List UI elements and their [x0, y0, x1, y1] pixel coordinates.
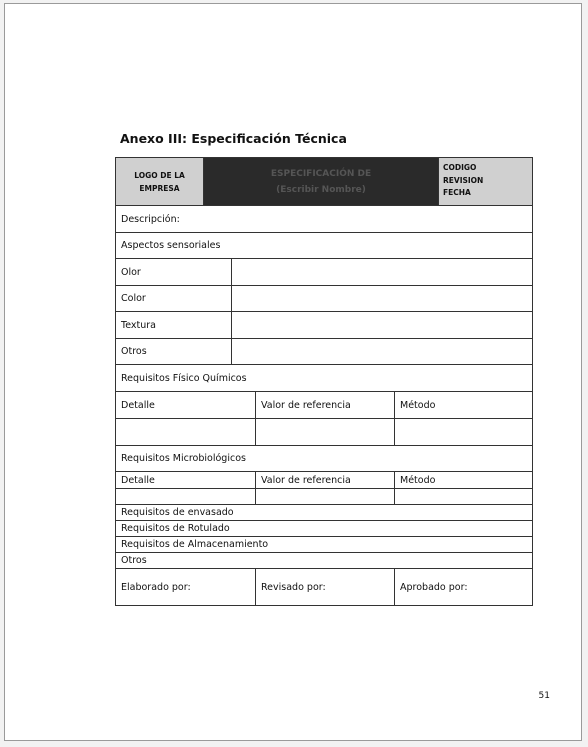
- texture-value: [231, 312, 532, 338]
- color-value: [231, 286, 532, 311]
- annex-title: Anexo III: Especificación Técnica: [120, 131, 347, 146]
- odor-row: [116, 259, 532, 286]
- spec-title-block: [204, 158, 439, 205]
- description-row: [116, 206, 532, 233]
- packaging-label: Requisitos de envasado: [121, 507, 234, 518]
- logo-line-2: EMPRESA: [139, 183, 180, 193]
- code-label: CODIGO: [443, 163, 477, 172]
- physchem-detail-header: Detalle: [121, 399, 155, 411]
- micro-detail-cell: [116, 489, 255, 504]
- physchem-reference-header: Valor de referencia: [255, 392, 394, 418]
- labeling-row: [116, 521, 532, 537]
- color-label: Color: [121, 293, 146, 304]
- storage-row: [116, 537, 532, 553]
- texture-row: [116, 312, 532, 339]
- revision-label: REVISION: [443, 175, 484, 185]
- physchem-reference-cell: [255, 419, 394, 445]
- specification-form: [115, 157, 533, 606]
- micro-reference-cell: [255, 489, 394, 504]
- other-row: [116, 553, 532, 569]
- micro-data-row: [116, 489, 532, 505]
- spec-title-line-1: ESPECIFICACIÓN DE: [270, 168, 372, 179]
- other-sensory-row: [116, 339, 532, 365]
- micro-method-cell: [394, 489, 532, 504]
- description-label: Descripción:: [121, 213, 180, 225]
- page-number: 51: [538, 691, 550, 701]
- reviewed-by-label: Revisado por:: [255, 569, 394, 605]
- approved-by-label: Aprobado por:: [394, 569, 532, 605]
- date-label: FECHA: [443, 188, 471, 197]
- packaging-row: [116, 505, 532, 521]
- storage-label: Requisitos de Almacenamiento: [121, 539, 269, 550]
- micro-header-row: [116, 472, 532, 489]
- micro-method-header: Método: [394, 472, 532, 488]
- form-header: [116, 158, 532, 206]
- micro-row: [116, 446, 532, 472]
- physchem-header-row: [116, 392, 532, 419]
- signature-row: [116, 569, 532, 605]
- code-block: [439, 158, 532, 205]
- micro-detail-header: Detalle: [121, 474, 155, 486]
- physchem-method-header: Método: [394, 392, 532, 418]
- other-sensory-label: Otros: [121, 346, 147, 357]
- texture-label: Textura: [121, 319, 156, 331]
- odor-label: Olor: [121, 266, 141, 278]
- physchem-data-row: [116, 419, 532, 446]
- spec-title-line-2: (Escribir Nombre): [276, 184, 366, 195]
- physchem-row: [116, 365, 532, 392]
- prepared-by-label: Elaborado por:: [121, 581, 191, 593]
- logo-placeholder: [116, 158, 204, 205]
- labeling-label: Requisitos de Rotulado: [121, 523, 230, 534]
- sensory-label: Aspectos sensoriales: [121, 240, 221, 251]
- physchem-detail-cell: [116, 419, 255, 445]
- physchem-label: Requisitos Físico Químicos: [121, 372, 247, 384]
- document-page: [4, 3, 582, 741]
- sensory-row: [116, 233, 532, 259]
- color-row: [116, 286, 532, 312]
- other-sensory-value: [231, 339, 532, 364]
- other-label: Otros: [121, 555, 147, 566]
- odor-value: [231, 259, 532, 285]
- logo-line-1: LOGO DE LA: [134, 170, 185, 180]
- physchem-method-cell: [394, 419, 532, 445]
- micro-label: Requisitos Microbiológicos: [121, 453, 246, 464]
- micro-reference-header: Valor de referencia: [255, 472, 394, 488]
